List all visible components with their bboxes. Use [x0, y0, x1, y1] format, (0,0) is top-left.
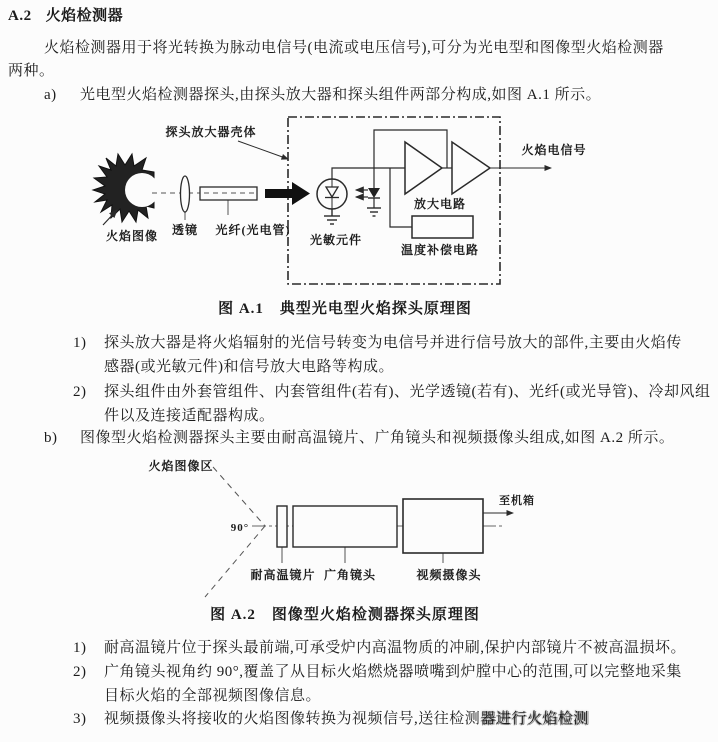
circuit-wires [332, 130, 452, 227]
a1-note-2-marker: 2) [73, 384, 87, 400]
list-item-a [44, 87, 601, 104]
figure-a1-diagram [80, 110, 600, 292]
fov-lower-dashed-line [205, 526, 265, 597]
item-a-marker: a) [44, 87, 57, 103]
housing-label: 探头放大器壳体 [165, 125, 257, 139]
housing-leader-arrow [238, 141, 288, 159]
photo-element-label: 光敏元件 [309, 233, 363, 247]
intro-line-2: 两种。 [8, 63, 55, 79]
flame-image-label: 火焰图像 [105, 229, 159, 243]
wide-lens-shape [293, 506, 397, 547]
a2-note-1-line-1 [73, 640, 686, 657]
a2-note-2-line-2: 目标火焰的全部视频图像信息。 [104, 688, 322, 704]
photodiode-ground [324, 209, 340, 224]
intro-line-1: 火焰检测器用于将光转换为脉动电信号(电流或电压信号),可分为光电型和图像型火焰检测器 [44, 40, 664, 56]
a2-note-2-line-1 [73, 664, 682, 681]
figure-a1-caption: 图 A.1 典型光电型火焰探头原理图 [218, 301, 472, 317]
list-item-b [44, 430, 674, 447]
to-cabinet-label: 至机箱 [499, 495, 535, 507]
a2-note-3-marker: 3) [73, 711, 87, 727]
fiber-label: 光纤(光电管) [215, 223, 291, 237]
amp-stage-2 [452, 142, 490, 194]
fov-upper-dashed-line [213, 467, 265, 526]
temp-comp-label: 温度补偿电路 [400, 243, 480, 257]
a2-note-1-text: 耐高温镜片位于探头最前端,可承受炉内高温物质的冲刷,保护内部镜片不被高温损坏。 [104, 640, 687, 656]
a2-note-2-text: 广角镜头视角约 90°,覆盖了从目标火焰燃烧器喷嘴到炉膛中心的范围,可以完整地采集 [104, 664, 682, 680]
light-input-arrow [265, 182, 310, 205]
flame-pointer-arrow [103, 210, 117, 225]
lens-shape [181, 176, 190, 212]
item-a-text: 光电型火焰检测器探头,由探头放大器和探头组件两部分构成,如图 A.1 所示。 [80, 87, 602, 103]
figure-a2-caption: 图 A.2 图像型火焰检测器探头原理图 [210, 607, 480, 623]
a1-note-2-line-2: 件以及连接适配器构成。 [104, 408, 275, 424]
figure-a2-diagram [145, 455, 565, 600]
a1-note-1-text: 探头放大器是将火焰辐射的光信号转变为电信号并进行信号放大的部件,主要由火焰传 [104, 335, 682, 351]
a2-note-2-marker: 2) [73, 664, 87, 680]
a1-note-2-line-1 [73, 384, 710, 401]
wide-lens-label: 广角镜头 [323, 568, 377, 582]
section-heading [8, 8, 123, 25]
a2-note-3-smudged-text: 器进行火焰检测 [480, 711, 589, 727]
camera-shape [403, 499, 483, 553]
output-label: 火焰电信号 [521, 143, 587, 157]
flame-drawing [93, 154, 159, 222]
item-b-text: 图像型火焰检测器探头主要由耐高温镜片、广角镜头和视频摄像头组成,如图 A.2 所示。 [80, 430, 675, 446]
section-title: 火焰检测器 [45, 8, 124, 24]
temp-comp-box [412, 216, 473, 238]
item-b-marker: b) [44, 430, 58, 446]
section-number: A.2 [8, 8, 32, 24]
lens-label: 透镜 [171, 223, 199, 237]
camera-label: 视频摄像头 [416, 568, 482, 582]
amplifier-label: 放大电路 [413, 197, 467, 211]
a2-note-3-line-1 [73, 711, 589, 728]
a1-note-1-marker: 1) [73, 335, 87, 351]
a1-note-1-line-2: 感器(或光敏元件)和信号放大电路等构成。 [104, 359, 394, 375]
photodiode-symbol [317, 179, 347, 209]
amp-stage-1 [405, 142, 442, 194]
a2-note-3-text: 视频摄像头将接收的火焰图像转换为视频信号,送往检测 [104, 711, 481, 727]
a1-note-2-text: 探头组件由外套管组件、内套管组件(若有)、光学透镜(若有)、光纤(或光导管)、冷却风组 [104, 384, 711, 400]
a1-note-1-line-1 [73, 335, 682, 352]
fov-angle-label: 90° [230, 522, 250, 534]
a2-note-1-marker: 1) [73, 640, 87, 656]
compensation-diode [367, 168, 381, 216]
heat-lens-label: 耐高温镜片 [250, 568, 316, 582]
heat-lens-shape [277, 506, 287, 547]
flame-zone-label: 火焰图像区 [148, 459, 214, 473]
